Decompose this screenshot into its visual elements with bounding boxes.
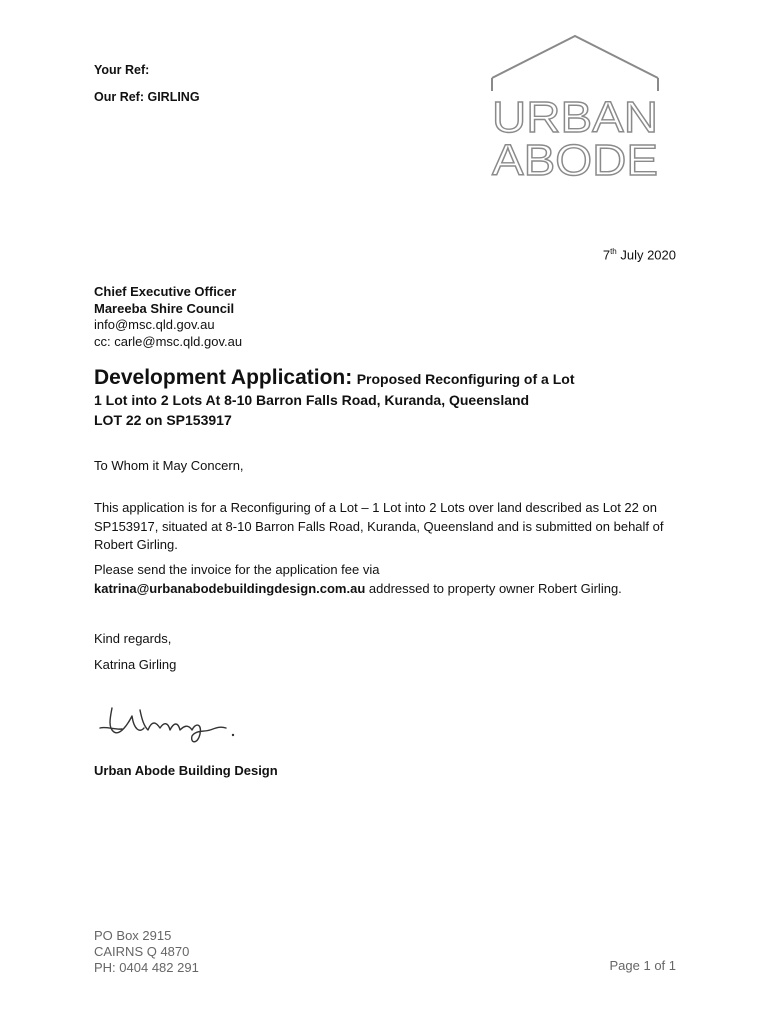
logo-word-urban: URBAN [492, 93, 658, 142]
footer-po-box: PO Box 2915 [94, 928, 172, 943]
recipient-title: Chief Executive Officer [94, 284, 237, 299]
salutation: To Whom it May Concern, [94, 458, 244, 473]
footer-phone: PH: 0404 482 291 [94, 960, 199, 975]
paragraph-invoice [94, 561, 684, 598]
date-day: 7 [602, 247, 611, 263]
subject-heading [94, 366, 694, 430]
signature-image [94, 700, 244, 752]
company-name: Urban Abode Building Design [94, 763, 278, 778]
logo-word-abode: ABODE [492, 136, 658, 185]
recipient-block [94, 284, 242, 350]
our-ref: Our Ref: GIRLING [94, 90, 200, 104]
signer-name: Katrina Girling [94, 657, 177, 672]
urban-abode-logo [486, 33, 676, 193]
closing: Kind regards, [94, 631, 172, 646]
paragraph-invoice-start: Please send the invoice for the application fee via [94, 562, 380, 577]
subject-main: Development Application: [94, 366, 353, 389]
date-suffix: th [610, 247, 617, 256]
recipient-org: Mareeba Shire Council [94, 300, 235, 316]
subject-line-2: 1 Lot into 2 Lots At 8-10 Barron Falls Road, Kuranda, Queensland [94, 392, 530, 408]
letter-date [603, 247, 676, 262]
page-number: Page 1 of 1 [609, 958, 676, 973]
subject-line-3: LOT 22 on SP153917 [94, 412, 232, 428]
recipient-cc: cc: carle@msc.qld.gov.au [94, 333, 243, 349]
paragraph-application: This application is for a Reconfiguring of a Lot – 1 Lot into 2 Lots over land described as Lot 22 on SP153917, situated at 8-10 Barron Falls Road, Kuranda, Queensland and is submitted on behalf of Robert Girling. [94, 500, 664, 552]
paragraph-invoice-end: addressed to property owner Robert Girling. [365, 580, 622, 596]
your-ref: Your Ref: [94, 63, 150, 77]
date-month-year: July 2020 [616, 247, 676, 263]
subject-sub: Proposed Reconfiguring of a Lot [356, 371, 575, 387]
footer-city: CAIRNS Q 4870 [94, 944, 190, 959]
recipient-email: info@msc.qld.gov.au [94, 317, 215, 332]
invoice-email: katrina@urbanabodebuildingdesign.com.au [94, 580, 366, 596]
footer-address [94, 928, 199, 976]
